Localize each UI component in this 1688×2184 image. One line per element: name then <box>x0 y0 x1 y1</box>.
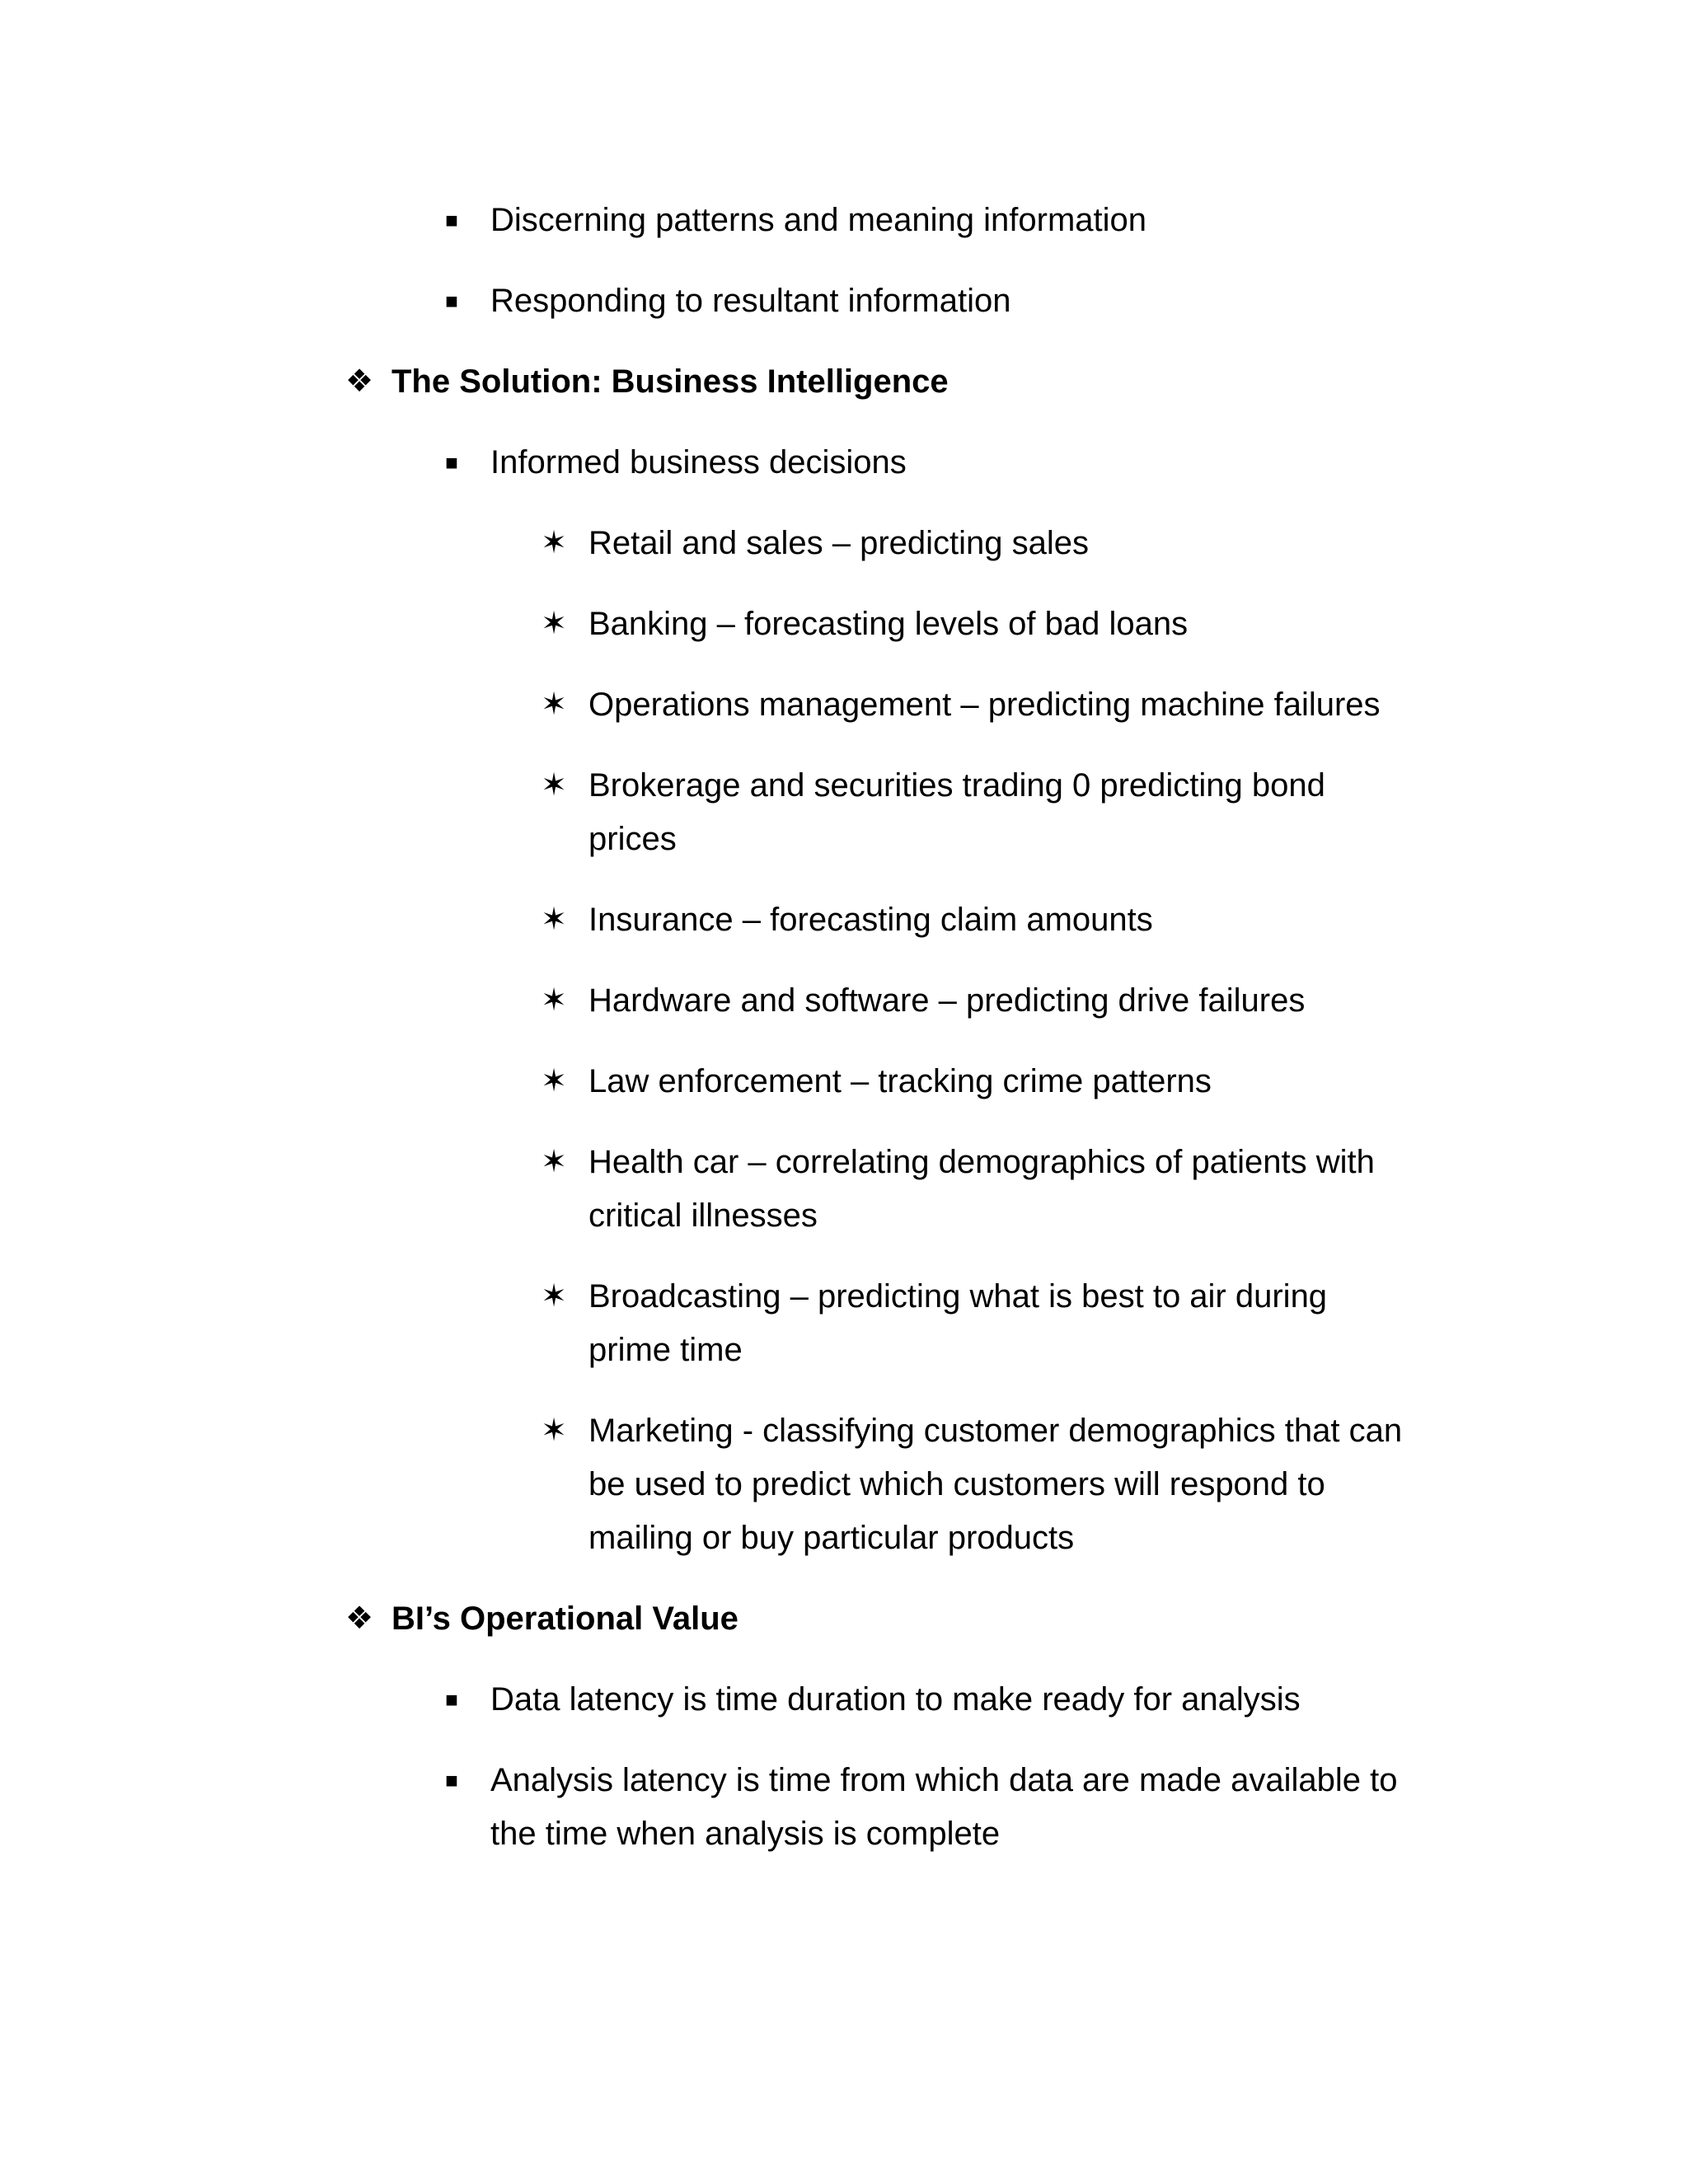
list-item-text: Brokerage and securities trading 0 predicting bond <box>588 767 1325 804</box>
diamond-bullet-icon: ❖ <box>345 364 374 399</box>
square-bullet-icon: ■ <box>445 1687 458 1712</box>
list-item-text: mailing or buy particular products <box>588 1520 1075 1556</box>
list-item-text: Informed business decisions <box>490 444 907 480</box>
list-item-text: Health car – correlating demographics of patients with <box>588 1144 1375 1180</box>
list-item-text: Insurance – forecasting claim amounts <box>588 902 1153 938</box>
star-bullet-icon: ✶ <box>541 526 567 560</box>
list-item-text: prime time <box>588 1332 743 1368</box>
section-heading: The Solution: Business Intelligence <box>392 363 949 400</box>
list-item-text: prices <box>588 821 677 857</box>
list-item-text: Banking – forecasting levels of bad loans <box>588 606 1189 642</box>
star-bullet-icon: ✶ <box>541 1064 567 1099</box>
list-item-text: Data latency is time duration to make ready for analysis <box>490 1681 1301 1718</box>
list-item-text: Retail and sales – predicting sales <box>588 525 1090 561</box>
star-bullet-icon: ✶ <box>541 902 567 937</box>
list-item-text: Hardware and software – predicting drive failures <box>588 982 1306 1019</box>
star-bullet-icon: ✶ <box>541 768 567 803</box>
star-bullet-icon: ✶ <box>541 1145 567 1179</box>
star-bullet-icon: ✶ <box>541 1279 567 1314</box>
list-item-text: be used to predict which customers will respond to <box>588 1466 1325 1502</box>
list-item-text: Operations management – predicting machine failures <box>588 687 1381 723</box>
square-bullet-icon: ■ <box>445 288 458 313</box>
square-bullet-icon: ■ <box>445 1768 458 1793</box>
square-bullet-icon: ■ <box>445 450 458 475</box>
list-item-text: Law enforcement – tracking crime patterns <box>588 1063 1212 1099</box>
diamond-bullet-icon: ❖ <box>345 1601 374 1636</box>
list-item-text: Discerning patterns and meaning information <box>490 202 1146 238</box>
list-item-text: the time when analysis is complete <box>490 1816 1001 1852</box>
star-bullet-icon: ✶ <box>541 607 567 641</box>
list-item-text: Responding to resultant information <box>490 283 1011 319</box>
list-item-text: Analysis latency is time from which data are made available to <box>490 1762 1398 1798</box>
square-bullet-icon: ■ <box>445 208 458 232</box>
star-bullet-icon: ✶ <box>541 687 567 722</box>
list-item-text: critical illnesses <box>588 1197 818 1234</box>
star-bullet-icon: ✶ <box>541 983 567 1018</box>
star-bullet-icon: ✶ <box>541 1413 567 1448</box>
section-heading: BI’s Operational Value <box>392 1601 738 1637</box>
list-item-text: Marketing - classifying customer demographics that can <box>588 1413 1403 1449</box>
list-item-text: Broadcasting – predicting what is best to air during <box>588 1278 1328 1315</box>
